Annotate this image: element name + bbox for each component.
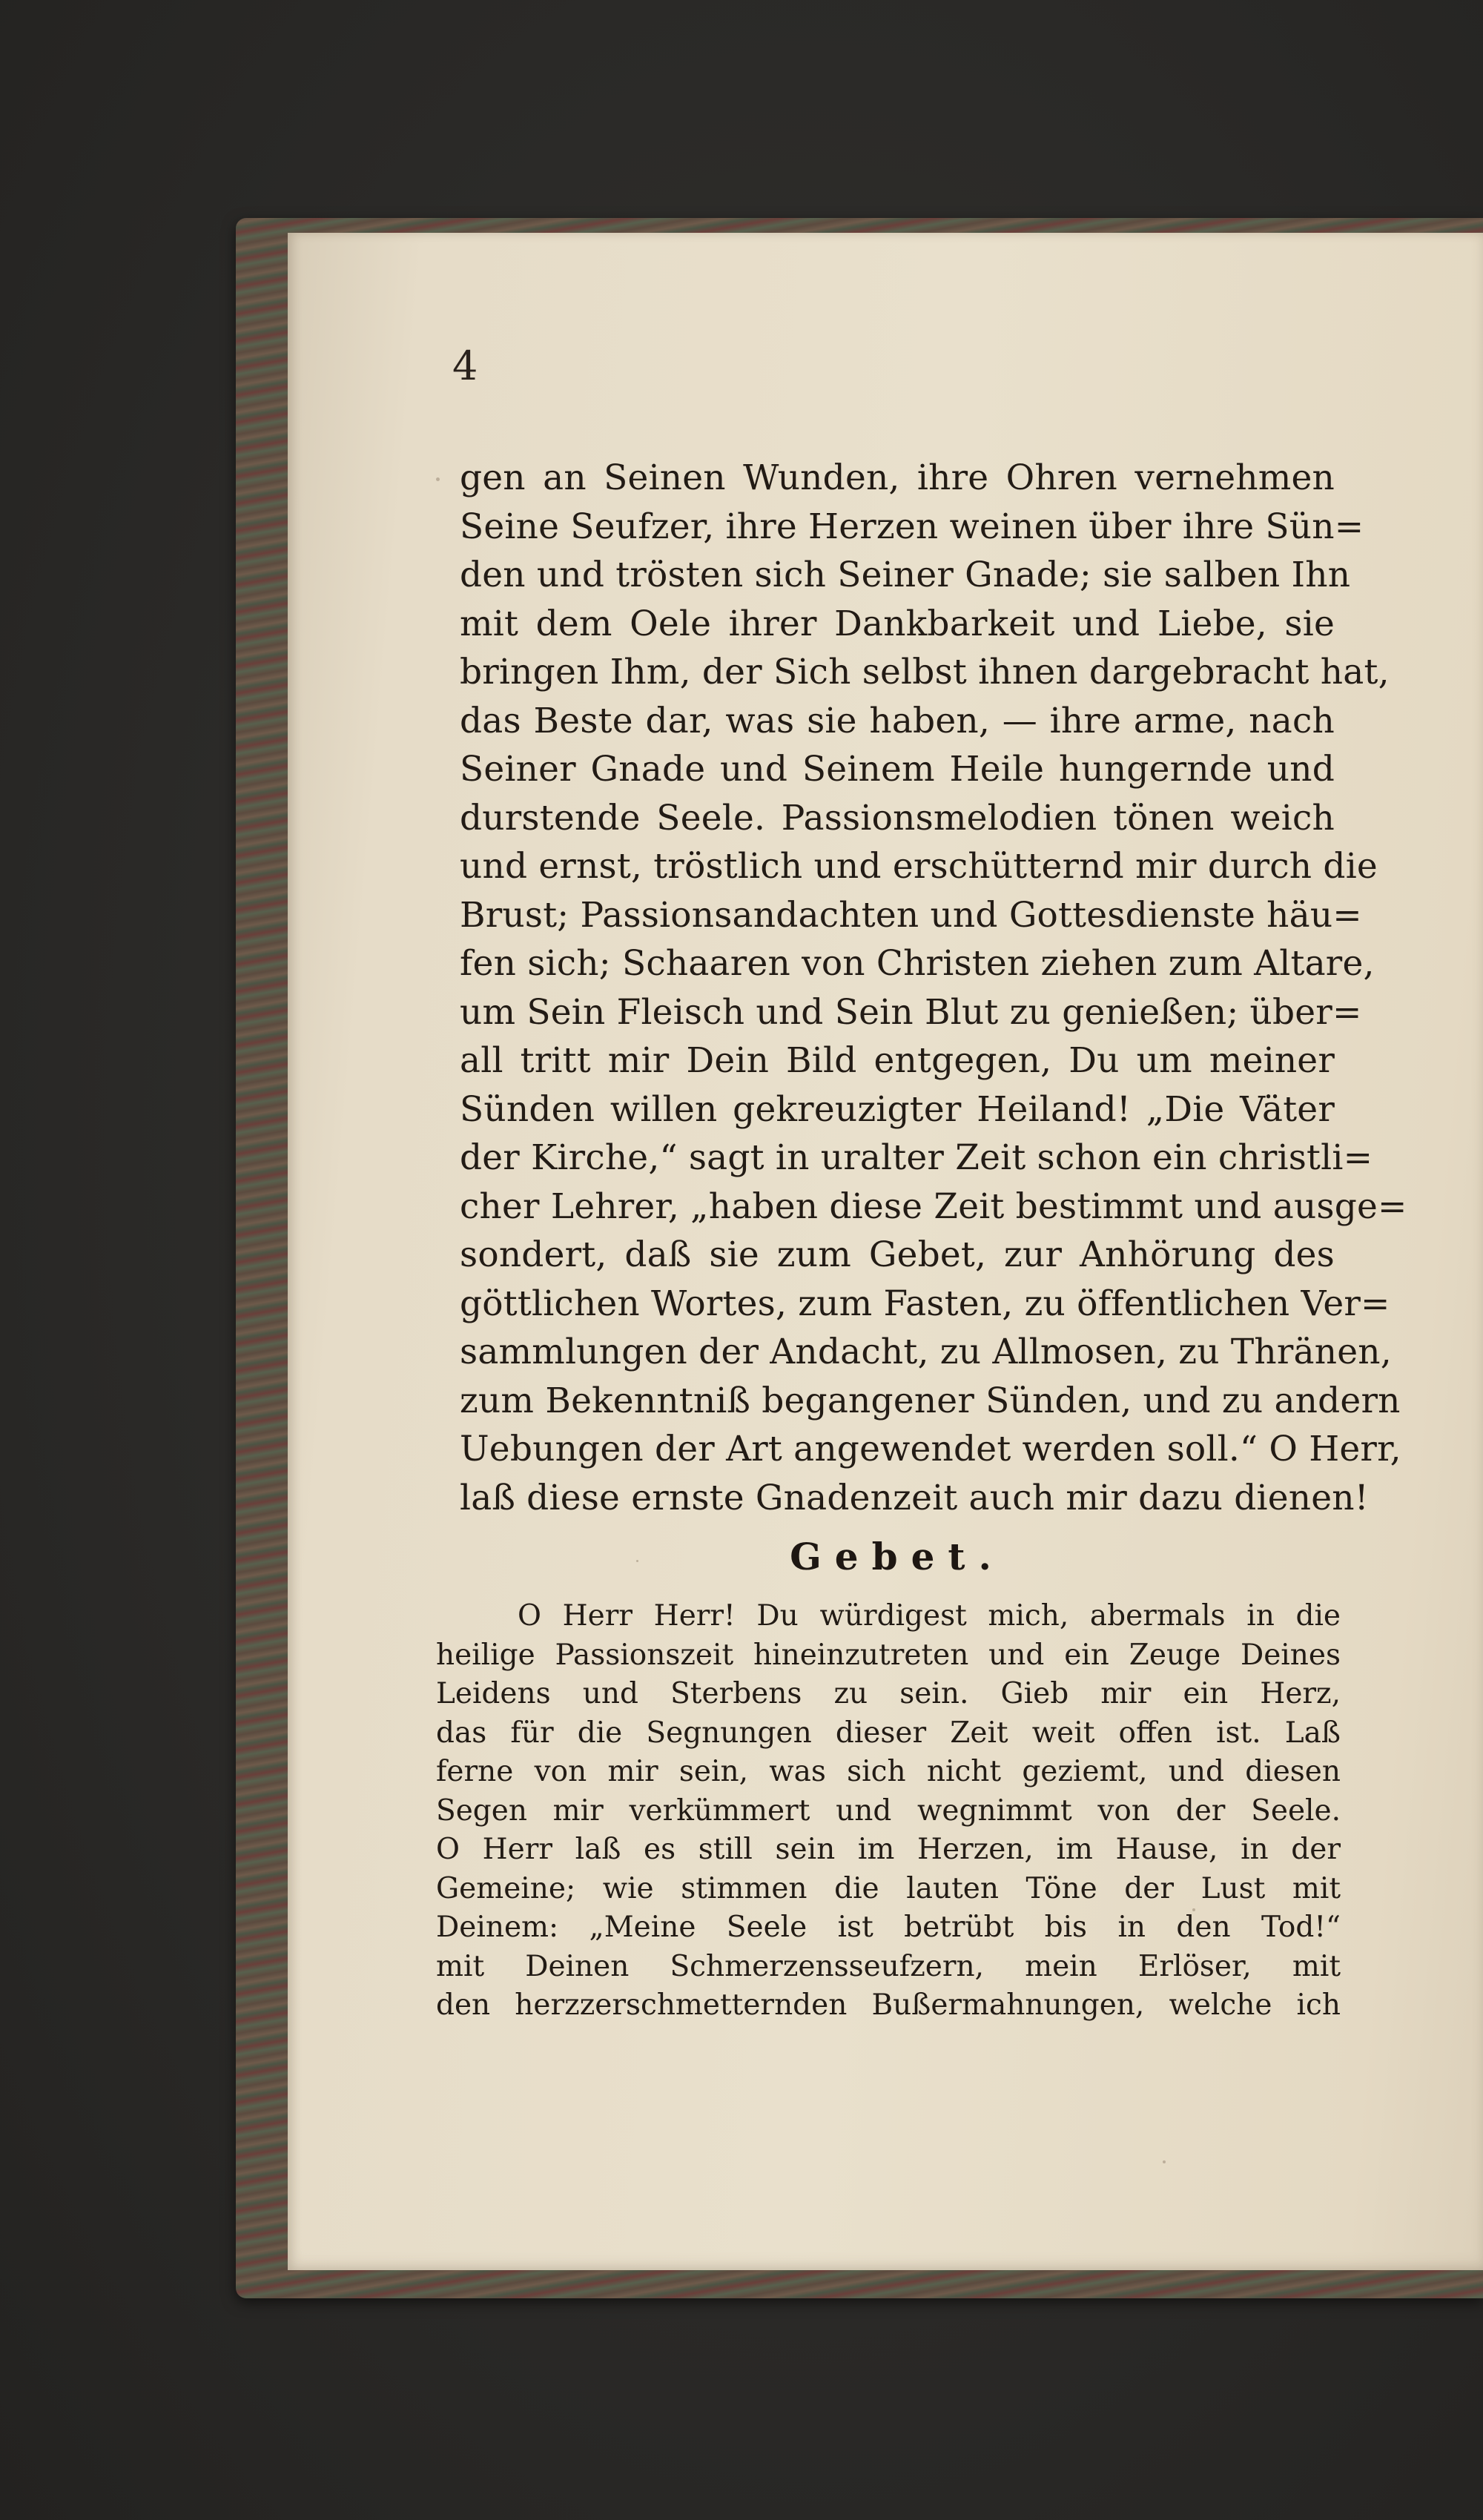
text-line: durstende Seele. Passionsmelodien tönen weich bbox=[460, 797, 1335, 839]
text-line: und ernst, tröstlich und erschütternd mir durch die bbox=[460, 846, 1378, 887]
paper-speck bbox=[1163, 2160, 1166, 2163]
text-line: Segen mir verkümmert und wegnimmt von der Seele. bbox=[436, 1793, 1341, 1828]
text-line: Brust; Passionsandachten und Gottesdienste häu= bbox=[460, 894, 1362, 936]
text-line: ferne von mir sein, was sich nicht geziemt, und diesen bbox=[436, 1755, 1341, 1788]
text-line: mit Deinen Schmerzensseufzern, mein Erlöser, mit bbox=[436, 1949, 1341, 1983]
text-line: den und trösten sich Seiner Gnade; sie salben Ihn bbox=[460, 555, 1351, 595]
text-line: fen sich; Schaaren von Christen ziehen zum Altare, bbox=[460, 943, 1375, 984]
text-line: um Sein Fleisch und Sein Blut zu genießen; über= bbox=[460, 991, 1362, 1033]
text-line: zum Bekenntniß begangener Sünden, und zu andern bbox=[460, 1380, 1401, 1421]
text-line: der Kirche,“ sagt in uralter Zeit schon ein christli= bbox=[460, 1137, 1373, 1178]
text-line: Deinem: „Meine Seele ist betrübt bis in den Tod!“ bbox=[436, 1911, 1341, 1944]
book-page bbox=[288, 233, 1483, 2270]
text-line: göttlichen Wortes, zum Fasten, zu öffentlichen Ver= bbox=[460, 1283, 1390, 1324]
text-line: O Herr Herr! Du würdigest mich, abermals in die bbox=[518, 1599, 1341, 1633]
text-line: das für die Segnungen dieser Zeit weit offen ist. Laß bbox=[436, 1716, 1341, 1750]
text-line: Gemeine; wie stimmen die lauten Töne der Lust mit bbox=[436, 1871, 1341, 1905]
text-line: das Beste dar, was sie haben, — ihre arme, nach bbox=[460, 700, 1335, 741]
text-line: O Herr laß es still sein im Herzen, im Hause, in der bbox=[436, 1833, 1341, 1866]
text-line: sondert, daß sie zum Gebet, zur Anhörung des bbox=[460, 1234, 1335, 1275]
prayer-paragraph bbox=[436, 1597, 1341, 2025]
text-line: all tritt mir Dein Bild entgegen, Du um meiner bbox=[460, 1040, 1335, 1081]
text-line: heilige Passionszeit hineinzutreten und ein Zeuge Deines bbox=[436, 1638, 1341, 1672]
text-line: Leidens und Sterbens zu sein. Gieb mir ein Herz, bbox=[436, 1677, 1341, 1710]
text-line: Sünden willen gekreuzigter Heiland! „Die Väter bbox=[460, 1088, 1335, 1130]
page-number: 4 bbox=[452, 343, 478, 389]
text-line: Seiner Gnade und Seinem Heile hungernde und bbox=[460, 749, 1335, 790]
text-line: Uebungen der Art angewendet werden soll.“ O Herr, bbox=[460, 1429, 1401, 1469]
paper-speck bbox=[436, 477, 440, 481]
text-line: sammlungen der Andacht, zu Allmosen, zu Thränen, bbox=[460, 1332, 1392, 1372]
body-paragraph bbox=[460, 454, 1407, 1522]
text-line: laß diese ernste Gnadenzeit auch mir dazu dienen! bbox=[460, 1477, 1369, 1518]
text-line: cher Lehrer, „haben diese Zeit bestimmt und ausge= bbox=[460, 1185, 1407, 1227]
text-line: mit dem Oele ihrer Dankbarkeit und Liebe, sie bbox=[460, 603, 1335, 644]
section-heading: Gebet. bbox=[790, 1535, 1005, 1578]
text-line: bringen Ihm, der Sich selbst ihnen dargebracht hat, bbox=[460, 652, 1390, 692]
text-line: gen an Seinen Wunden, ihre Ohren vernehmen bbox=[460, 457, 1335, 498]
text-line: den herzzerschmetternden Bußermahnungen, welche ich bbox=[436, 1988, 1341, 2022]
text-line: Seine Seufzer, ihre Herzen weinen über ihre Sün= bbox=[460, 506, 1364, 547]
